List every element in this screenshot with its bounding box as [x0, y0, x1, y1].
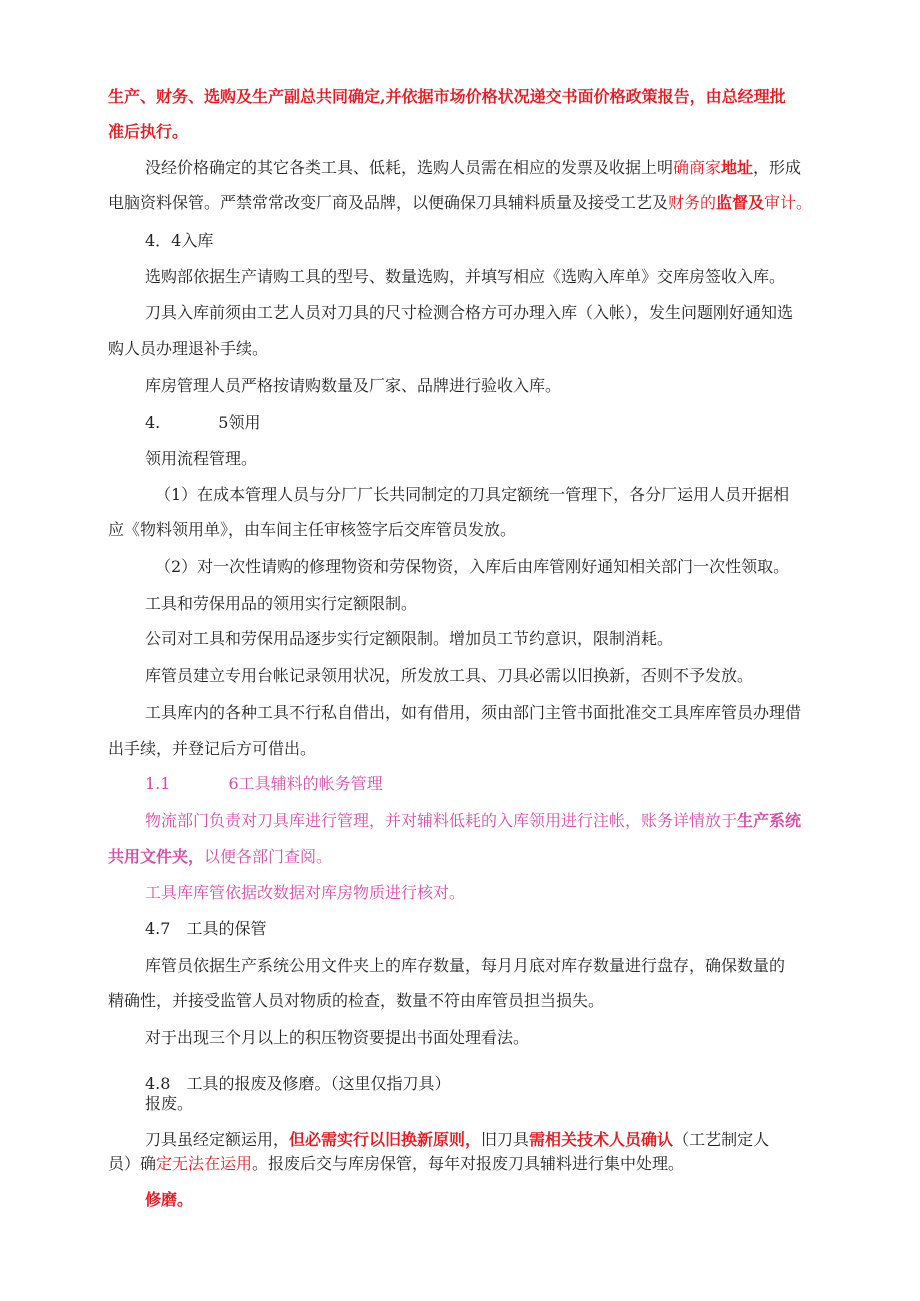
paragraph-line: 库房管理人员严格按请购数量及厂家、品牌进行验收入库。	[145, 376, 562, 395]
text-run: 生产系统	[737, 811, 802, 830]
text-run: 刀具虽经定额运用，	[145, 1130, 290, 1149]
paragraph-line: 工具库内的各种工具不行私自借出，如有借用，须由部门主管书面批准交工具库库管员办理借	[145, 703, 802, 722]
text-run: 物流部门负责对刀具库进行管理，并对辅料低耗的入库领用进行注帐，账务详情放于	[145, 811, 738, 830]
section-heading-4-5	[145, 412, 840, 434]
paragraph-line: 库管员建立专用台帐记录领用状况，所发放工具、刀具必需以旧换新，否则不予发放。	[145, 666, 754, 685]
paragraph-line	[145, 1129, 840, 1151]
paragraph-line: 领用流程管理。	[145, 449, 258, 468]
paragraph-line: 准后执行。	[108, 122, 189, 141]
paragraph-line: 出手续，并登记后方可借出。	[108, 739, 317, 758]
text-run: 旧刀具	[481, 1130, 530, 1149]
text-run: 监督及	[716, 193, 765, 212]
text-run: 审计。	[764, 193, 813, 212]
text-run: 确商家	[673, 158, 722, 177]
section-heading-1-1	[145, 773, 840, 795]
text-run: 共用文件夹，	[108, 847, 205, 866]
text-run: 。报废后交与库房保管，每年对报废刀具辅料进行集中处理。	[252, 1154, 685, 1173]
paragraph-line: 工具库库管依据改数据对库房物质进行核对。	[145, 883, 466, 902]
paragraph-line: 刀具入库前须由工艺人员对刀具的尺寸检测合格方可办理入库（入帐），发生问题刚好通知选	[145, 303, 794, 322]
text-run: 财务的	[668, 193, 717, 212]
section-heading-4-4: 4．4入库	[145, 231, 214, 250]
text-run: 电脑资料保管。严禁常常改变厂商及品牌，以便确保刀具辅料质量及接受工艺及	[108, 193, 669, 212]
paragraph-line: 对于出现三个月以上的积压物资要提出书面处理看法。	[145, 1028, 530, 1047]
paragraph-line: 报废。	[145, 1094, 194, 1113]
paragraph-line: 选购部依据生产请购工具的型号、数量选购，并填写相应《选购入库单》交库房签收入库。	[145, 267, 786, 286]
text-run: 但必需实行以旧换新原则，	[289, 1130, 482, 1149]
text-run: 以便各部门查阅。	[204, 847, 333, 866]
paragraph-line: 库管员依据生产系统公用文件夹上的库存数量，每月月底对库存数量进行盘存，确保数量的	[145, 956, 786, 975]
paragraph-line: 公司对工具和劳保用品逐步实行定额限制。增加员工节约意识，限制消耗。	[145, 629, 674, 648]
section-heading-4-7: 4.7 工具的保管	[145, 919, 267, 938]
paragraph-line: 修磨。	[145, 1190, 194, 1209]
text-run: 定无法在运用	[156, 1154, 253, 1173]
section-heading-4-8: 4.8 工具的报废及修磨。（这里仅指刀具）	[145, 1074, 451, 1093]
paragraph-line	[108, 846, 840, 868]
heading-number: 4.	[145, 413, 161, 432]
heading-text: 6工具辅料的帐务管理	[228, 774, 383, 793]
paragraph-line: 生产、财务、选购及生产副总共同确定,并依据市场价格状况递交书面价格政策报告，由总经理批	[108, 87, 786, 106]
paragraph-line: （2）对一次性请购的修理物资和劳保物资，入库后由库管刚好通知相关部门一次性领取。	[155, 557, 790, 576]
paragraph-line	[108, 192, 840, 214]
paragraph-line	[145, 157, 840, 179]
text-run: 员）确	[108, 1154, 157, 1173]
paragraph-line	[108, 1153, 840, 1175]
text-run: （工艺制定人	[673, 1130, 770, 1149]
text-run: 地址	[721, 158, 754, 177]
paragraph-line	[145, 810, 840, 832]
paragraph-line: 购人员办理退补手续。	[108, 339, 269, 358]
text-run: 需相关技术人员确认	[529, 1130, 674, 1149]
text-run: 没经价格确定的其它各类工具、低耗，选购人员需在相应的发票及收据上明	[145, 158, 674, 177]
paragraph-line: 工具和劳保用品的领用实行定额限制。	[145, 594, 418, 613]
paragraph-line: 应《物料领用单》，由车间主任审核签字后交库管员发放。	[108, 520, 517, 539]
heading-number: 1.1	[145, 774, 171, 793]
text-run: ，形成	[753, 158, 802, 177]
heading-text: 5领用	[218, 413, 261, 432]
paragraph-line: （1）在成本管理人员与分厂厂长共同制定的刀具定额统一管理下，各分厂运用人员开据相	[155, 485, 790, 504]
paragraph-line: 精确性，并接受监管人员对物质的检查，数量不符由库管员担当损失。	[108, 991, 605, 1010]
